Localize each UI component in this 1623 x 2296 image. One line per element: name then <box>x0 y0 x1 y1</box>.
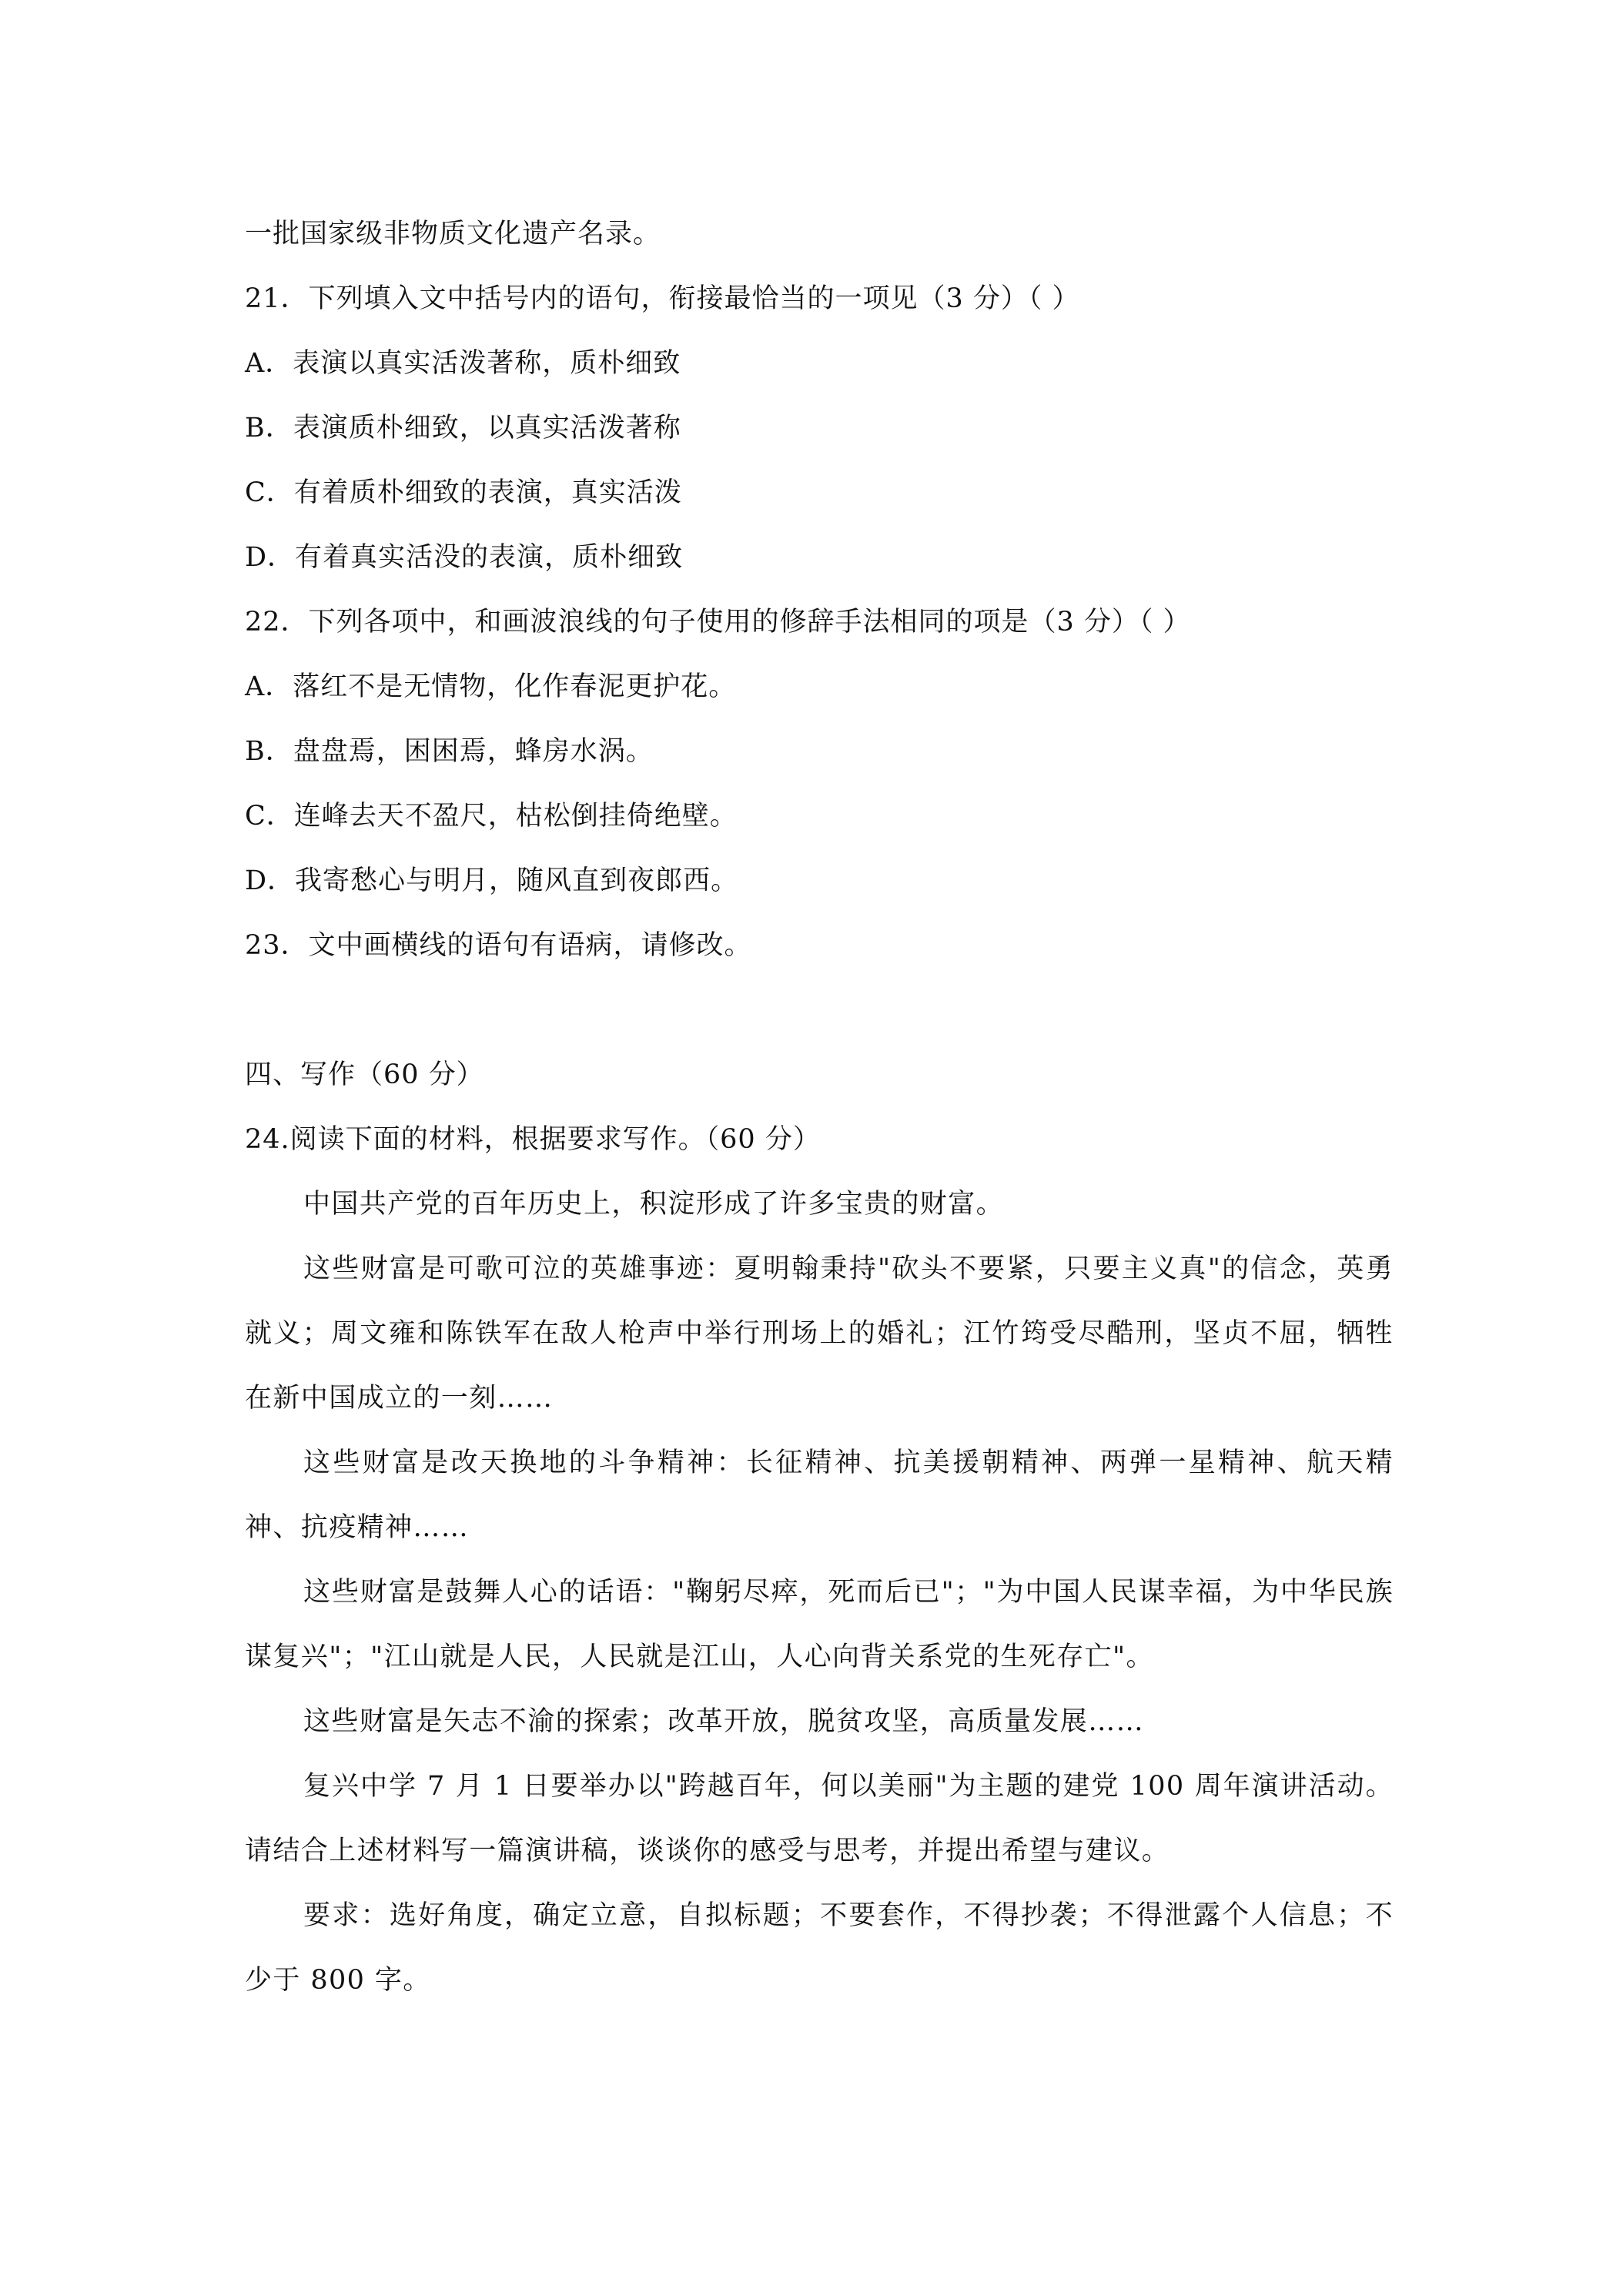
material-paragraph-5: 这些财富是矢志不渝的探索；改革开放，脱贫攻坚，高质量发展…… <box>303 1706 1145 1737</box>
question-22-option-a: A．落红不是无情物，化作春泥更护花。 <box>245 671 737 702</box>
question-22-option-d: D．我寄愁心与明月，随风直到夜郎西。 <box>245 865 739 896</box>
question-21-option-b: B．表演质朴细致，以真实活泼著称 <box>245 413 681 443</box>
section-4-heading: 四、写作（60 分） <box>245 1059 484 1090</box>
writing-requirements: 要求：选好角度，确定立意，自拟标题；不要套作，不得抄袭；不得泄露个人信息；不少于 800 字。 <box>245 1900 1394 1996</box>
question-21-stem: 21．下列填入文中括号内的语句，衔接最恰当的一项见（3 分）（ ） <box>245 283 1080 314</box>
question-22-option-c: C．连峰去天不盈尺，枯松倒挂倚绝壁。 <box>245 801 738 832</box>
material-paragraph-2: 这些财富是可歌可泣的英雄事迹：夏明翰秉持"砍头不要紧，只要主义真"的信念，英勇就义；周文雍和陈铁军在敌人枪声中举行刑场上的婚礼；江竹筠受尽酷刑，坚贞不屈，牺牲在新中国成立的一刻…… <box>245 1253 1394 1414</box>
material-paragraph-4: 这些财富是鼓舞人心的话语："鞠躬尽瘁，死而后已"；"为中国人民谋幸福，为中华民族谋复兴"；"江山就是人民，人民就是江山，人心向背关系党的生死存亡"。 <box>245 1577 1394 1672</box>
question-21-option-a: A．表演以真实活泼著称，质朴细致 <box>245 348 681 379</box>
material-paragraph-1: 中国共产党的百年历史上，积淀形成了许多宝贵的财富。 <box>303 1189 1005 1220</box>
question-21-option-d: D．有着真实活没的表演，质朴细致 <box>245 542 684 573</box>
question-23-stem: 23．文中画横线的语句有语病，请修改。 <box>245 930 752 961</box>
material-paragraph-3: 这些财富是改天换地的斗争精神：长征精神、抗美援朝精神、两弹一星精神、航天精神、抗疫精神…… <box>245 1448 1394 1543</box>
question-21-option-c: C．有着质朴细致的表演，真实活泼 <box>245 477 682 508</box>
continued-passage-line: 一批国家级非物质文化遗产名录。 <box>245 219 661 249</box>
question-22-stem: 22．下列各项中，和画波浪线的句子使用的修辞手法相同的项是（3 分）（ ） <box>245 607 1191 638</box>
question-22-option-b: B．盘盘焉，困困焉，蜂房水涡。 <box>245 736 654 767</box>
question-24-stem: 24.阅读下面的材料，根据要求写作。（60 分） <box>245 1124 821 1155</box>
material-paragraph-6: 复兴中学 7 月 1 日要举办以"跨越百年，何以美丽"为主题的建党 100 周年演讲活动。请结合上述材料写一篇演讲稿，谈谈你的感受与思考，并提出希望与建议。 <box>245 1771 1394 1866</box>
